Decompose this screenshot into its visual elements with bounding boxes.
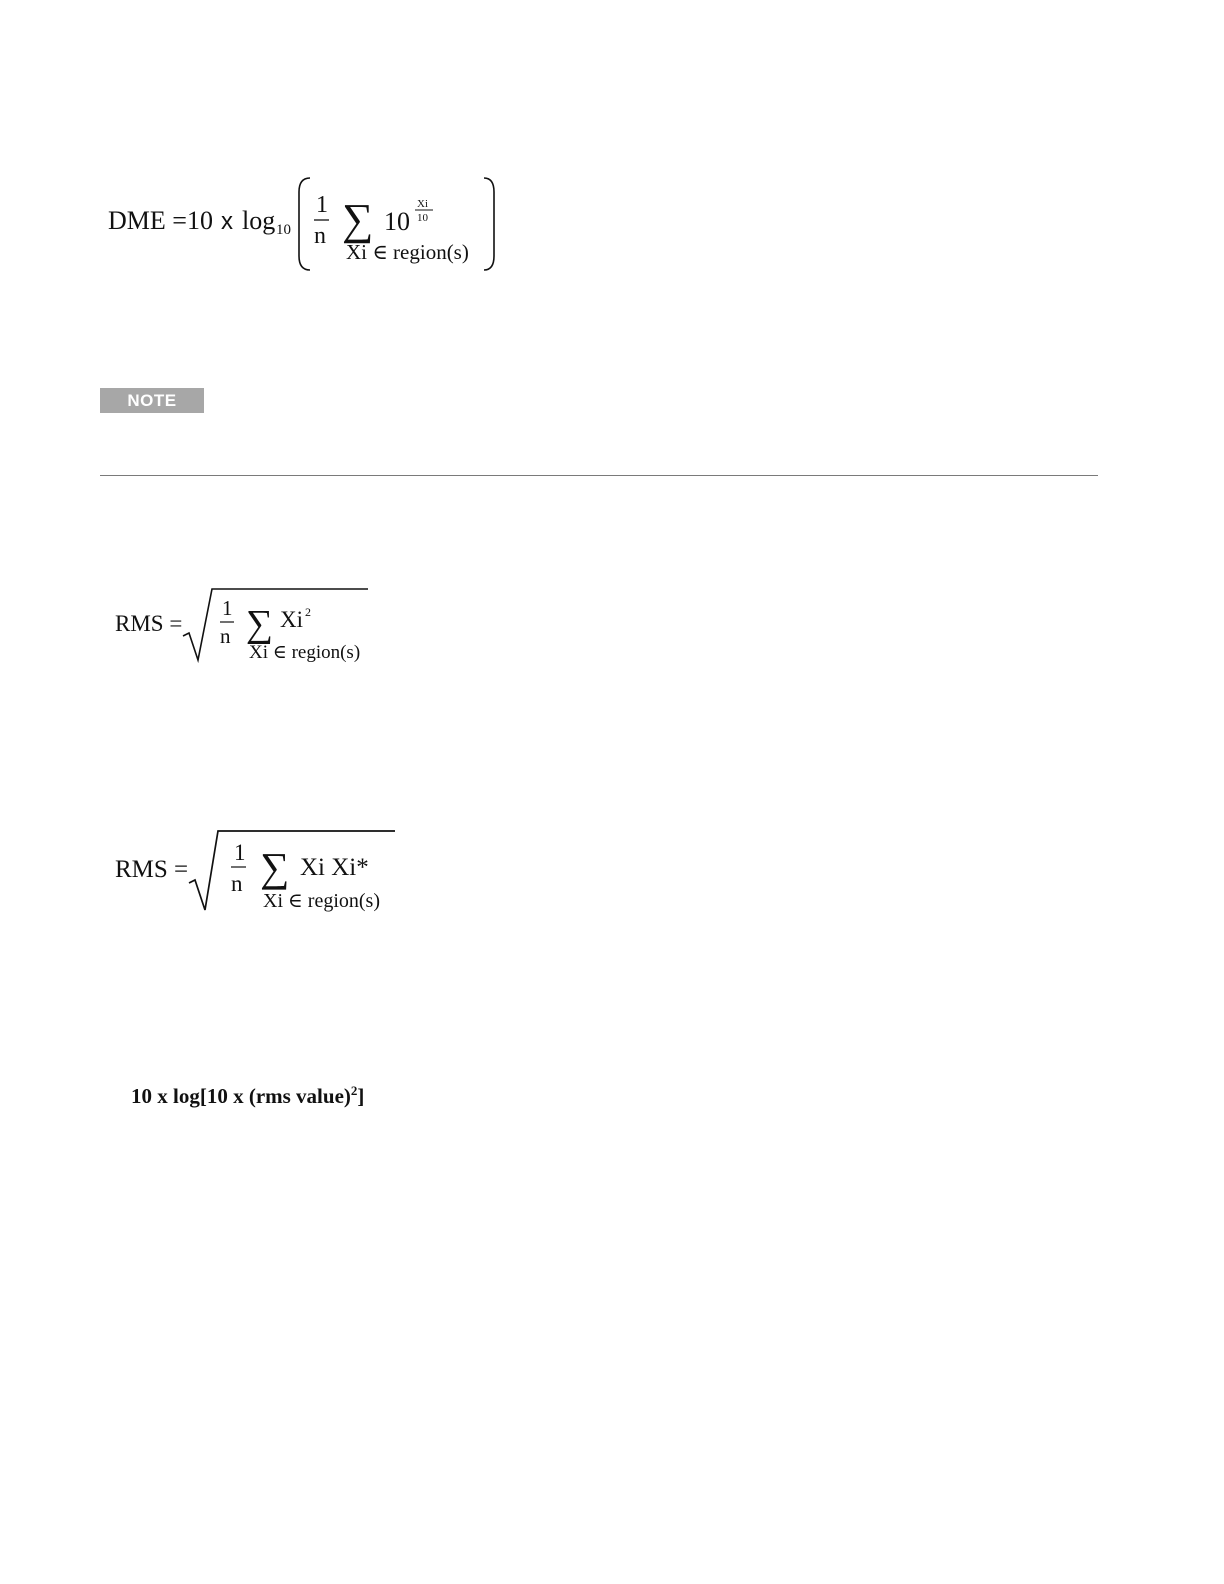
dme-log: log bbox=[242, 206, 276, 235]
dme-exp-den: 10 bbox=[417, 212, 428, 224]
dme-right-paren bbox=[484, 178, 494, 270]
rms-equation-1 bbox=[110, 580, 390, 670]
rms2-sum-range: Xi ∈ region(s) bbox=[263, 890, 381, 912]
dme-exp-num: Xi bbox=[417, 198, 428, 210]
rms1-power: 2 bbox=[305, 605, 311, 619]
dme-log-base: 10 bbox=[276, 222, 291, 238]
log-formula bbox=[131, 1082, 364, 1110]
dme-frac-num: 1 bbox=[316, 192, 328, 218]
dme-sum-symbol: ∑ bbox=[342, 195, 374, 244]
dme-frac-den: n bbox=[314, 223, 326, 249]
note-badge: NOTE bbox=[100, 388, 204, 413]
rms1-frac-den: n bbox=[220, 624, 231, 648]
dme-times: x bbox=[221, 208, 233, 235]
rms1-frac-num: 1 bbox=[222, 596, 233, 620]
rms2-term: Xi Xi* bbox=[300, 854, 369, 881]
rms2-frac-num: 1 bbox=[234, 840, 246, 865]
rms1-sum-range: Xi ∈ region(s) bbox=[249, 642, 361, 663]
rms1-sum-symbol: ∑ bbox=[246, 603, 274, 645]
rms2-sum-symbol: ∑ bbox=[260, 844, 290, 890]
log-formula-text: 10 x log[10 x (rms value) bbox=[131, 1084, 351, 1108]
dme-sum-range: Xi ∈ region(s) bbox=[346, 240, 469, 264]
rms2-frac-den: n bbox=[231, 871, 243, 896]
log-formula-close: ] bbox=[357, 1084, 365, 1108]
rms1-term: Xi bbox=[280, 607, 303, 632]
rms2-lhs: RMS = bbox=[115, 856, 189, 883]
dme-lhs: DME =10 bbox=[108, 206, 213, 235]
dme-base: 10 bbox=[384, 207, 410, 236]
dme-left-paren bbox=[299, 178, 310, 270]
dme-equation bbox=[100, 170, 520, 280]
rms1-lhs: RMS = bbox=[115, 611, 183, 636]
rms-equation-2 bbox=[110, 820, 410, 920]
section-divider bbox=[100, 475, 1098, 476]
log-formula-power: 2 bbox=[350, 1083, 358, 1098]
